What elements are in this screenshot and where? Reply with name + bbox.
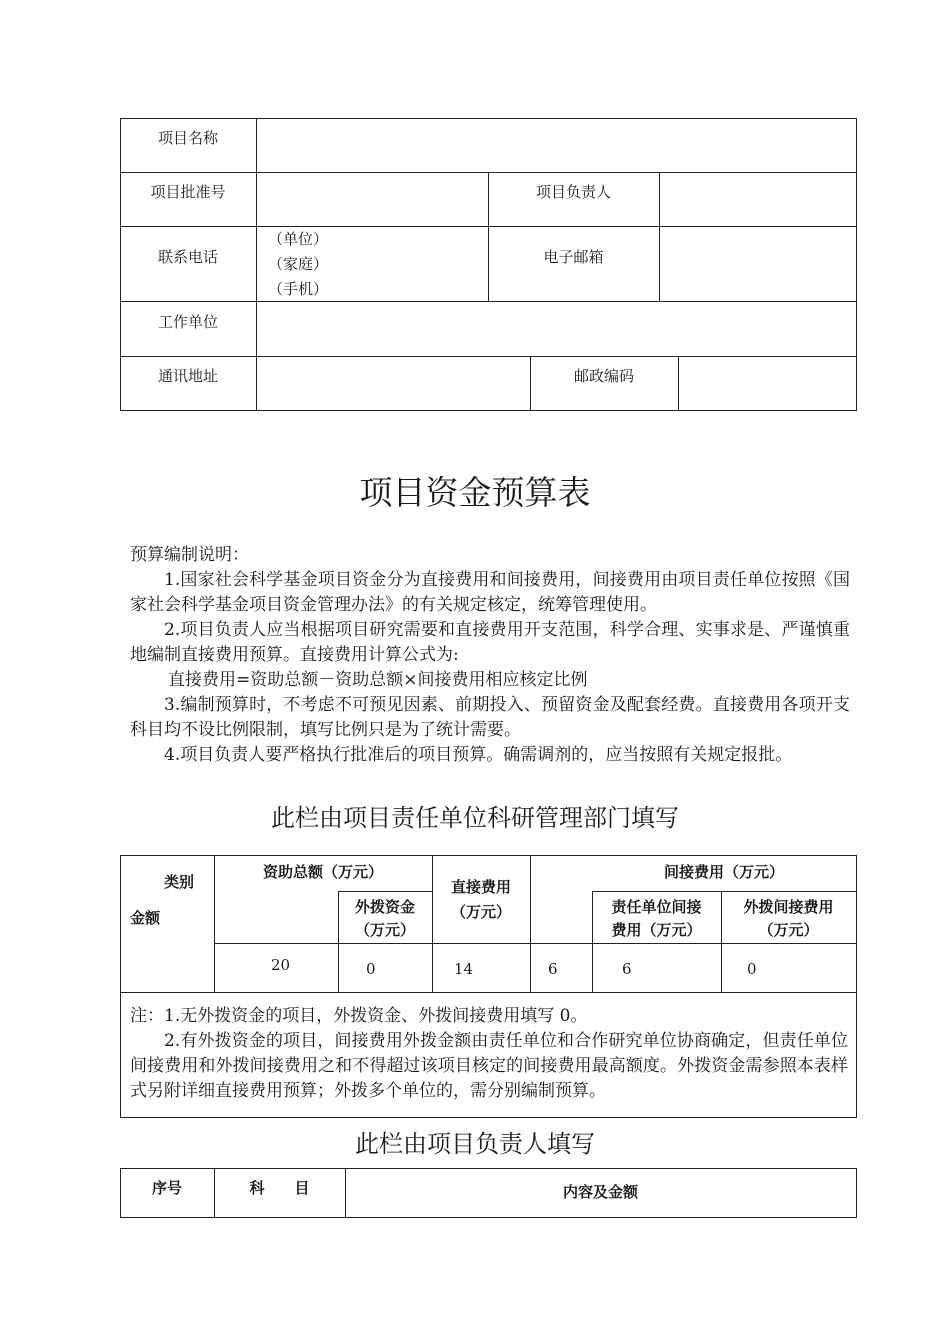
budget-instructions	[130, 543, 850, 768]
resp-indirect-value[interactable]: 6	[622, 960, 632, 978]
instruction-item-2: 2.项目负责人应当根据项目研究需要和直接费用开支范围，科学合理、实事求是、严谨慎重地编制直接费用预算。直接费用计算公式为:	[130, 620, 850, 665]
postcode-label: 邮政编码	[573, 367, 634, 385]
budget-notes	[130, 1004, 848, 1104]
external-funds-value[interactable]: 0	[366, 960, 376, 978]
budget-note-2: 2.有外拨资金的项目，间接费用外拨金额由责任单位和合作研究单位协商确定，但责任单位间接费用和外拨间接费用之和不得超过该项目核定的间接费用最高额度。外拨资金需参照本表样式另附详细直接费用预算；外拨多个单位的，需分别编制预算。	[130, 1031, 848, 1101]
project-leader-field[interactable]	[660, 173, 856, 226]
amount-label: 金额	[130, 909, 161, 927]
subject-column-header: 科 目	[249, 1179, 310, 1197]
phone-mobile-label: （手机）	[268, 280, 329, 298]
instruction-item-1: 1.国家社会科学基金项目资金分为直接费用和间接费用，间接费用由项目责任单位按照《国家社会科学基金项目资金管理办法》的有关规定核定，统筹管理使用。	[130, 570, 850, 615]
email-label: 电子邮箱	[543, 248, 604, 266]
approval-number-label: 项目批准号	[150, 183, 226, 201]
indirect-cost-header: 间接费用（万元）	[663, 863, 784, 881]
section-leader-title: 此栏由项目负责人填写	[355, 1130, 595, 1158]
direct-cost-header: 直接费用	[450, 878, 511, 896]
phone-home-label: （家庭）	[268, 255, 329, 273]
workplace-field[interactable]	[257, 302, 856, 356]
resp-indirect-header-line1: 责任单位间接	[611, 898, 702, 916]
postcode-field[interactable]	[679, 357, 856, 410]
direct-cost-formula: 直接费用=资助总额－资助总额×间接费用相应核定比例	[168, 670, 588, 690]
resp-indirect-header-line2: 费用（万元）	[611, 921, 702, 939]
page-title: 项目资金预算表	[359, 473, 591, 512]
category-label: 类别	[164, 873, 195, 891]
ext-indirect-header-line2: （万元）	[758, 921, 819, 939]
phone-label: 联系电话	[157, 248, 218, 266]
phone-unit-label: （单位）	[268, 230, 329, 248]
direct-cost-value[interactable]: 14	[454, 960, 474, 978]
instruction-item-4: 4.项目负责人要严格执行批准后的项目预算。确需调剂的，应当按照有关规定报批。	[164, 745, 793, 765]
project-name-label: 项目名称	[157, 129, 218, 147]
external-funds-unit: （万元）	[354, 921, 415, 939]
instruction-item-3: 3.编制预算时，不考虑不可预见因素、前期投入、预留资金及配套经费。直接费用各项开支科目均不设比例限制，填写比例只是为了统计需要。	[130, 695, 850, 740]
workplace-label: 工作单位	[157, 313, 218, 331]
seq-column-header: 序号	[151, 1179, 182, 1197]
ext-indirect-value[interactable]: 0	[747, 960, 757, 978]
ext-indirect-header-line1: 外拨间接费用	[743, 898, 834, 916]
total-funding-value[interactable]: 20	[271, 956, 291, 974]
email-field[interactable]	[660, 227, 856, 301]
address-field[interactable]	[257, 357, 530, 410]
indirect-cost-value[interactable]: 6	[548, 960, 558, 978]
direct-cost-unit: （万元）	[450, 903, 511, 921]
instructions-heading: 预算编制说明：	[130, 545, 249, 565]
approval-number-field[interactable]	[257, 173, 488, 226]
project-name-field[interactable]	[257, 119, 856, 172]
budget-note-1: 注：1.无外拨资金的项目，外拨资金、外拨间接费用填写 0。	[130, 1006, 588, 1026]
section-unit-title: 此栏由项目责任单位科研管理部门填写	[271, 804, 679, 832]
content-column-header: 内容及金额	[562, 1183, 638, 1201]
address-label: 通讯地址	[157, 367, 218, 385]
project-leader-label: 项目负责人	[535, 183, 611, 201]
external-funds-header: 外拨资金	[354, 898, 415, 916]
total-funding-header: 资助总额（万元）	[262, 863, 383, 881]
